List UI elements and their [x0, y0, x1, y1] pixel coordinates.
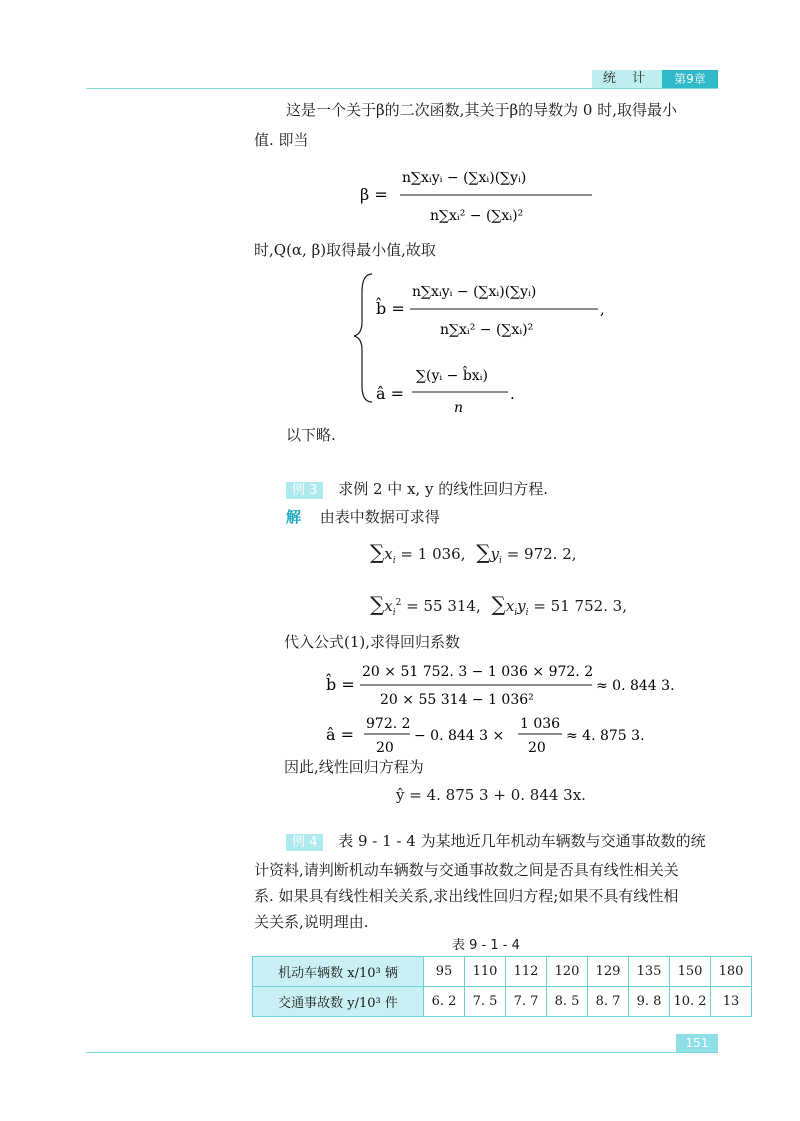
- b-hat-calc-result: ≈ 0. 844 3.: [596, 678, 675, 694]
- a-frac2-numerator: 1 036: [520, 716, 561, 732]
- table-cell: 112: [506, 957, 547, 987]
- sum-y: = 972. 2,: [506, 545, 577, 563]
- table-cell: 7. 7: [506, 987, 547, 1017]
- a-hat-symbol: â =: [326, 725, 355, 744]
- example4-line2: 计资料,请判断机动车辆数与交通事故数之间是否具有线性相关关: [254, 861, 679, 879]
- para2: 时,Q(α, β)取得最小值,故取: [254, 241, 436, 259]
- example3-question: 求例 2 中 x, y 的线性回归方程.: [338, 480, 549, 498]
- sum-xy: = 51 752. 3,: [533, 597, 627, 615]
- row-header: 交通事故数 y/10³ 件: [253, 987, 424, 1017]
- regression-equation: ŷ = 4. 875 3 + 0. 844 3x.: [396, 786, 586, 804]
- table-cell: 95: [424, 957, 465, 987]
- table-row: [253, 957, 752, 987]
- table-cell: 135: [629, 957, 670, 987]
- solution-tag: 解: [286, 508, 302, 526]
- a-calc-middle: − 0. 844 3 ×: [414, 728, 505, 744]
- sum-x: = 1 036,: [400, 545, 466, 563]
- sums-row1: $\sum x_i = 1$ 036, $\sum y_i = 972$. 2,: [370, 540, 577, 566]
- solution-intro: 由表中数据可求得: [319, 508, 440, 526]
- example4-line1: [286, 826, 706, 858]
- para1-line2: 值. 即当: [254, 131, 309, 149]
- para1-line1: 这是一个关于β的二次函数,其关于β的导数为 0 时,取得最小: [286, 101, 677, 119]
- substitute-text: 代入公式(1),求得回归系数: [284, 633, 461, 651]
- beta-formula: [360, 148, 620, 238]
- table-caption: 表 9 - 1 - 4: [452, 938, 520, 953]
- table-cell: 8. 5: [547, 987, 588, 1017]
- table-row: [253, 987, 752, 1017]
- table-cell: 10. 2: [670, 987, 711, 1017]
- page-number: 151: [676, 1034, 718, 1052]
- a-calc-result: ≈ 4. 875 3.: [566, 728, 645, 744]
- beta-numerator: n∑xᵢyᵢ − (∑xᵢ)(∑yᵢ): [402, 170, 527, 186]
- header-rule: [86, 88, 718, 89]
- a-frac2-denominator: 20: [528, 740, 546, 756]
- a-frac1-denominator: 20: [376, 740, 394, 756]
- example4-tag: 例 4: [286, 834, 323, 851]
- svg-text:,: ,: [600, 300, 605, 318]
- table-cell: 110: [465, 957, 506, 987]
- a-hat-denominator: n: [454, 400, 464, 416]
- example4-line4: 关关系,说明理由.: [254, 913, 369, 931]
- example4-text-line1: 表 9 - 1 - 4 为某地近几年机动车辆数与交通事故数的统: [338, 832, 706, 850]
- table-cell: 13: [711, 987, 752, 1017]
- example4-line3: 系. 如果具有线性相关关系,求出线性回归方程;如果不具有线性相: [254, 887, 679, 905]
- estimator-system: [350, 262, 630, 416]
- table-cell: 150: [670, 957, 711, 987]
- b-hat-calc-denominator: 20 × 55 314 − 1 036²: [380, 692, 534, 708]
- table-cell: 9. 8: [629, 987, 670, 1017]
- table-cell: 8. 7: [588, 987, 629, 1017]
- sum-x2: = 55 314,: [406, 597, 481, 615]
- beta-lhs: β =: [360, 185, 388, 204]
- b-hat-calculation: [326, 658, 675, 718]
- b-hat-calc-numerator: 20 × 51 752. 3 − 1 036 × 972. 2: [362, 664, 594, 680]
- omitted-note: 以下略.: [286, 426, 336, 444]
- beta-denominator: n∑xᵢ² − (∑xᵢ)²: [430, 208, 524, 224]
- footer-rule: [86, 1052, 718, 1053]
- svg-text:.: .: [510, 385, 515, 403]
- table-cell: 7. 5: [465, 987, 506, 1017]
- section-label: 统 计: [592, 70, 662, 88]
- b-hat-lhs: b̂ =: [376, 299, 405, 318]
- data-table: [252, 956, 752, 1017]
- b-hat-numerator: n∑xᵢyᵢ − (∑xᵢ)(∑yᵢ): [412, 284, 537, 300]
- b-hat-denominator: n∑xᵢ² − (∑xᵢ)²: [440, 322, 534, 338]
- row-header: 机动车辆数 x/10³ 辆: [253, 957, 424, 987]
- example3-solution: [286, 502, 440, 532]
- a-hat-lhs: â =: [376, 384, 405, 403]
- table-cell: 120: [547, 957, 588, 987]
- a-hat-numerator: ∑(yᵢ − b̂xᵢ): [416, 368, 488, 384]
- table-cell: 180: [711, 957, 752, 987]
- chapter-label: 第9章: [662, 70, 718, 88]
- therefore-text: 因此,线性回归方程为: [284, 758, 424, 776]
- sums-row2: $\sum x_i^2 = 55$ 314, $\sum x_iy_i = 51$ 752. 3,: [370, 592, 627, 618]
- table-cell: 6. 2: [424, 987, 465, 1017]
- b-hat-symbol: b̂ =: [326, 675, 355, 694]
- a-frac1-numerator: 972. 2: [366, 716, 411, 732]
- example3-tag: 例 3: [286, 482, 323, 499]
- table-cell: 129: [588, 957, 629, 987]
